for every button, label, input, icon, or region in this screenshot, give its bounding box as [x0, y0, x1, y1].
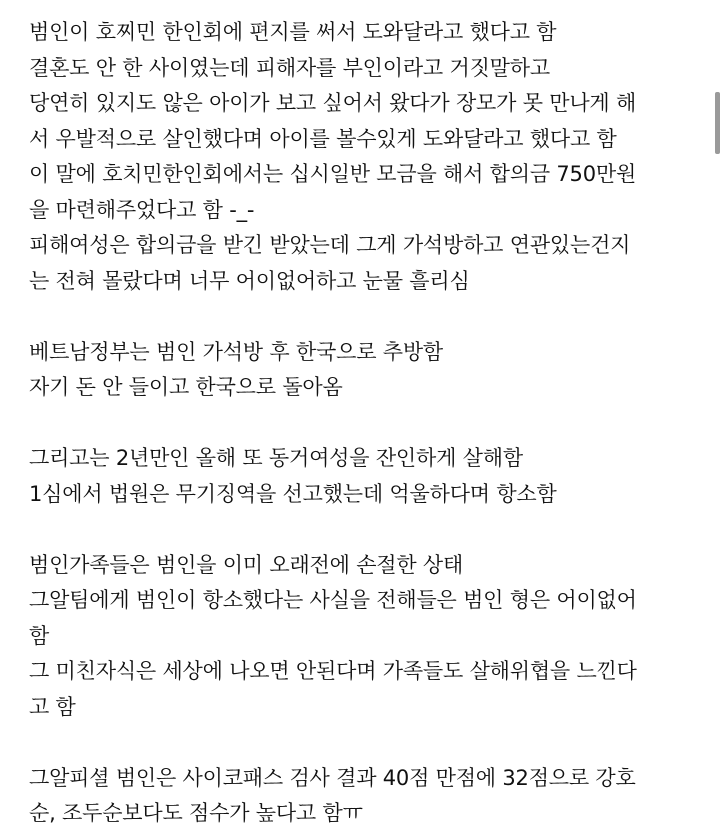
text-line: 이 말에 호치민한인회에서는 십시일반 모금을 해서 합의금 750만원: [29, 162, 637, 186]
paragraph-gap: [29, 299, 699, 335]
text-line: 순, 조두순보다도 점수가 높다고 함ㅠ: [29, 801, 363, 825]
text-line: 서 우발적으로 살인했다며 아이를 볼수있게 도와달라고 했다고 함: [29, 126, 617, 151]
text-line: 고 함: [29, 694, 76, 719]
text-line: 을 마련해주었다고 함 -_-: [29, 197, 255, 222]
text-line: 그리고는 2년만인 올해 또 동거여성을 잔인하게 살해함: [29, 446, 523, 470]
text-line: 피해여성은 합의금을 받긴 받았는데 그게 가석방하고 연관있는건지: [29, 233, 631, 257]
scrollbar-thumb[interactable]: [715, 92, 720, 154]
text-line: 그알피셜 범인은 사이코패스 검사 결과 40점 만점에 32점으로 강호: [29, 765, 636, 790]
paragraph-gap: [29, 512, 699, 548]
text-line: 그 미친자식은 세상에 나오면 안된다며 가족들도 살해위협을 느낀다: [29, 659, 637, 683]
text-line: 범인가족들은 범인을 이미 오래전에 손절한 상태: [29, 552, 464, 577]
text-line: 범인이 호찌민 한인회에 편지를 써서 도와달라고 했다고 함: [29, 20, 557, 44]
paragraph-gap: [29, 725, 699, 761]
text-line: 베트남정부는 범인 가석방 후 한국으로 추방함: [29, 339, 444, 364]
text-line: 당연히 있지도 않은 아이가 보고 싶어서 왔다가 장모가 못 만나게 해: [29, 91, 637, 115]
text-line: 함: [29, 623, 50, 648]
text-line: 결혼도 안 한 사이였는데 피해자를 부인이라고 거짓말하고: [29, 55, 550, 80]
text-line: 자기 돈 안 들이고 한국으로 돌아옴: [29, 375, 343, 399]
text-line: 1심에서 법원은 무기징역을 선고했는데 억울하다며 항소함: [29, 481, 557, 506]
paragraph-gap: [29, 406, 699, 442]
text-line: 는 전혀 몰랐다며 너무 어이없어하고 눈물 흘리심: [29, 268, 470, 293]
text-line: 그알팀에게 범인이 항소했다는 사실을 전해들은 범인 형은 어이없어: [29, 588, 637, 612]
post-body: [29, 15, 699, 832]
